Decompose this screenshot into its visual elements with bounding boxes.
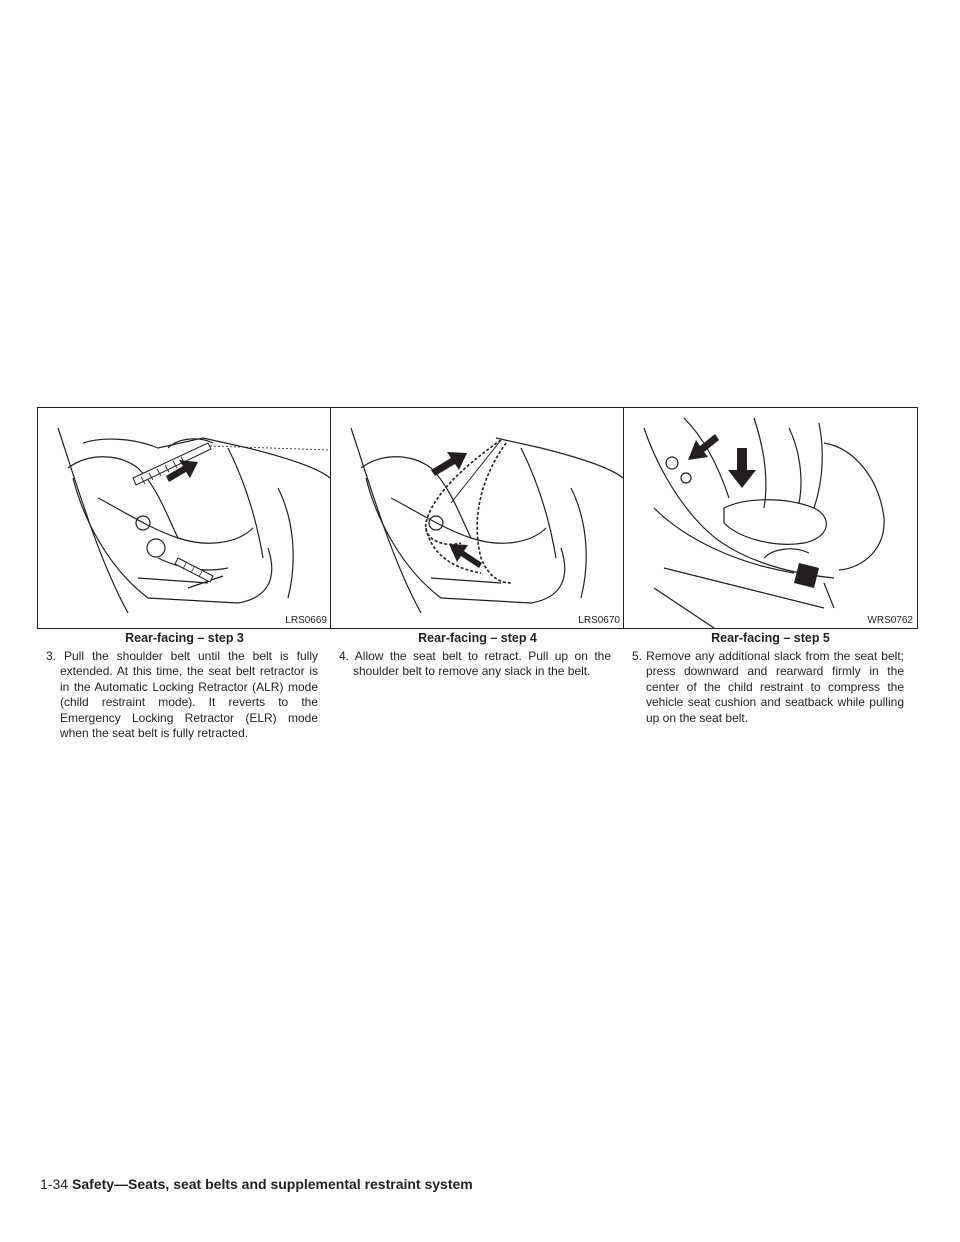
step-4-text: 4. Allow the seat belt to retract. Pull up on the shoulder belt to remove any slack in the belt. xyxy=(339,649,611,679)
figure-code: LRS0670 xyxy=(578,615,620,626)
figure-step-5 xyxy=(623,407,918,629)
step-3-text: 3. Pull the shoulder belt until the belt is fully extended. At this time, the seat belt retractor is in the Automatic Locking Retractor (ALR) mode (child restraint mode). It reverts to the Emergency Locking Retractor (ELR) mode when the seat belt is fully retracted. xyxy=(46,649,318,741)
figure-step-3 xyxy=(37,407,332,629)
arrow-icon xyxy=(728,448,756,488)
figure-caption: Rear-facing – step 3 xyxy=(125,631,244,645)
buckle-icon xyxy=(794,563,819,588)
figure-step-4 xyxy=(330,407,625,629)
figure-code: WRS0762 xyxy=(867,615,913,626)
illustration-seat-belt-step-3 xyxy=(38,408,331,628)
page-footer xyxy=(40,1176,473,1192)
illustration-seat-belt-step-5 xyxy=(624,408,894,628)
figure-caption: Rear-facing – step 4 xyxy=(418,631,537,645)
section-title: Safety—Seats, seat belts and supplemental restraint system xyxy=(72,1176,473,1192)
illustration-seat-belt-step-4 xyxy=(331,408,624,628)
figure-code: LRS0669 xyxy=(285,615,327,626)
page-number: 1-34 xyxy=(40,1176,69,1192)
arrow-icon xyxy=(688,434,719,460)
step-5-text: 5. Remove any additional slack from the seat belt; press downward and rearward firmly in the center of the child restraint to compress the vehicle seat cushion and seatback while pulling up on the seat belt. xyxy=(632,649,904,725)
figure-caption: Rear-facing – step 5 xyxy=(711,631,830,645)
